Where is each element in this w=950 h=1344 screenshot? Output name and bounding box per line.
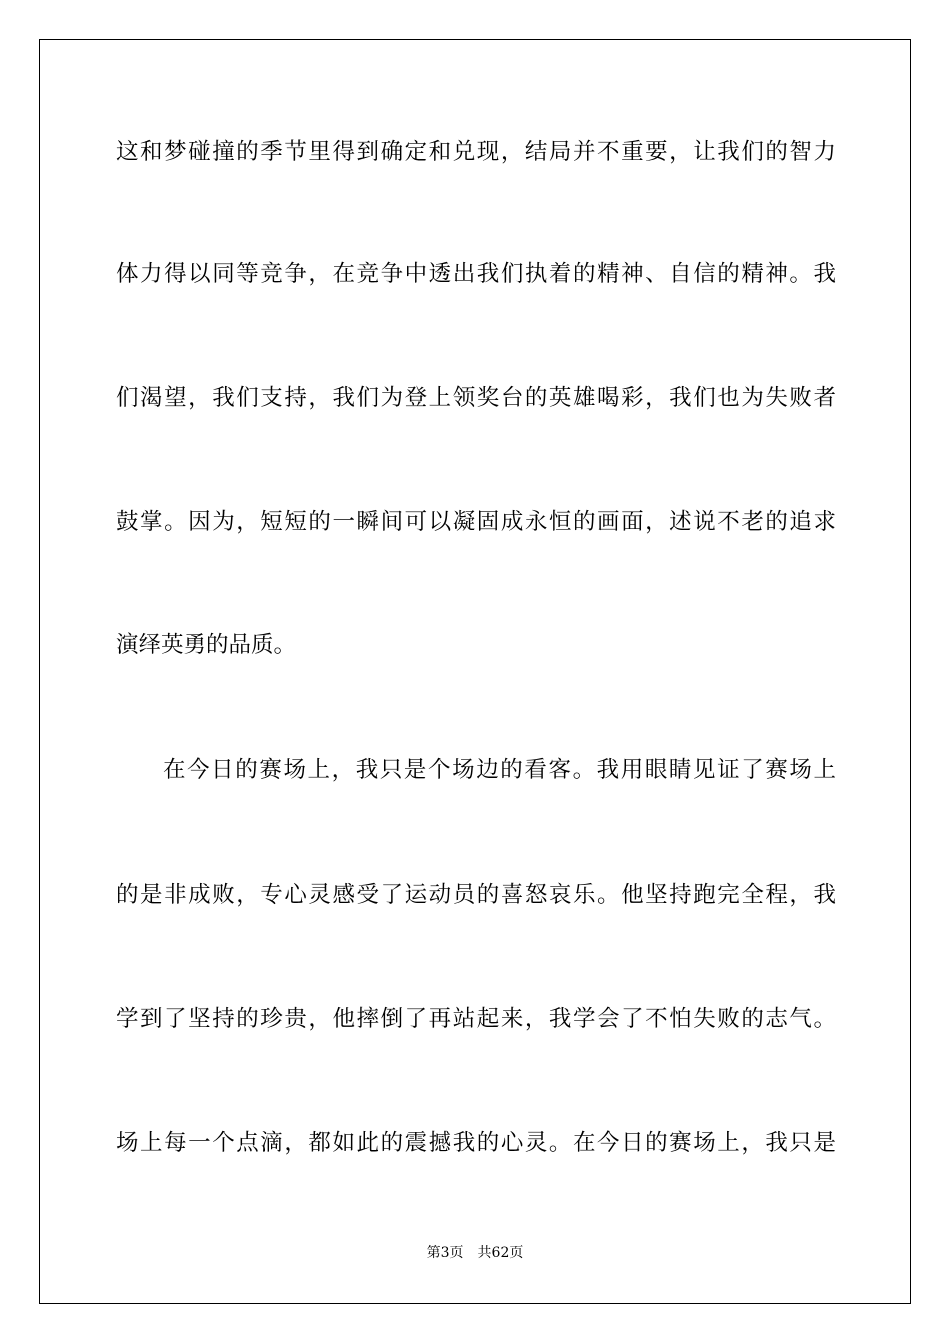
- paragraph-line-7: 的是非成败，专心灵感受了运动员的喜怒哀乐。他坚持跑完全程，我: [116, 882, 836, 908]
- paragraph-line-5: 演绎英勇的品质。: [116, 632, 297, 658]
- page-footer: [0, 1243, 950, 1263]
- paragraph-line-6: 在今日的赛场上，我只是个场边的看客。我用眼睛见证了赛场上: [163, 757, 836, 783]
- paragraph-line-1: 这和梦碰撞的季节里得到确定和兑现，结局并不重要，让我们的智力: [116, 139, 836, 165]
- paragraph-line-4: 鼓掌。因为，短短的一瞬间可以凝固成永恒的画面，述说不老的追求: [116, 509, 836, 535]
- paragraph-line-9: 场上每一个点滴，都如此的震撼我的心灵。在今日的赛场上，我只是: [116, 1130, 836, 1156]
- paragraph-line-2: 体力得以同等竞争，在竞争中透出我们执着的精神、自信的精神。我: [116, 261, 836, 287]
- paragraph-line-3: 们渴望，我们支持，我们为登上领奖台的英雄喝彩，我们也为失败者: [116, 385, 836, 411]
- page-border: [39, 39, 911, 1304]
- page-number-total: 共62页: [477, 1245, 524, 1261]
- paragraph-line-8: 学到了坚持的珍贵，他摔倒了再站起来，我学会了不怕失败的志气。: [116, 1006, 836, 1032]
- page-number-current: 第3页: [426, 1245, 464, 1261]
